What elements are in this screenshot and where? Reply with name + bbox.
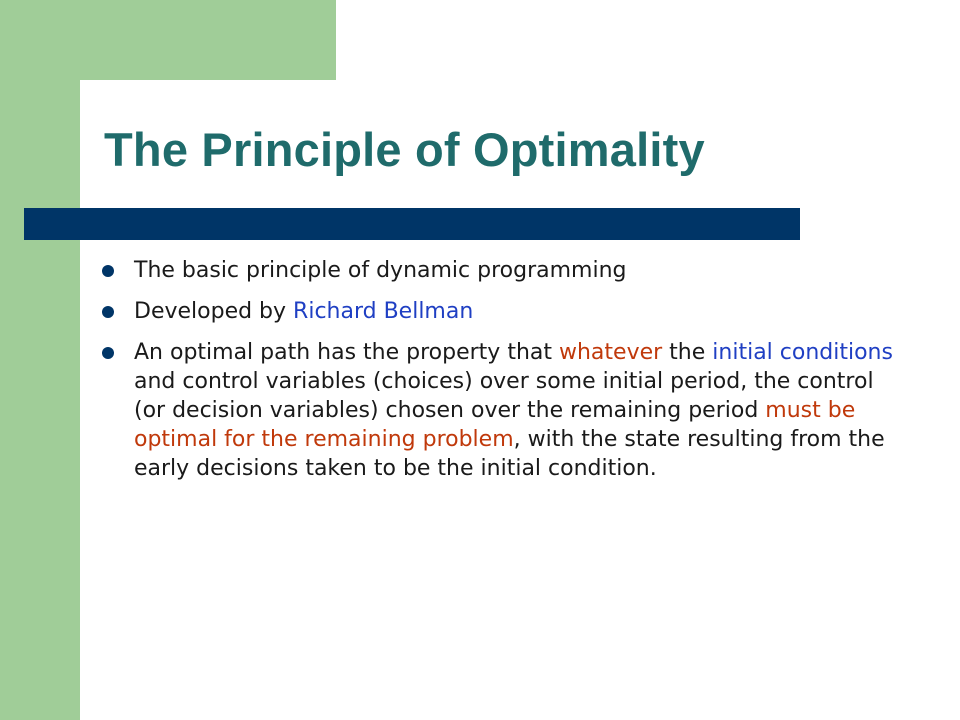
slide-title: The Principle of Optimality bbox=[104, 123, 705, 176]
bullet-3-highlight-must: must be optimal for the remaining problem bbox=[134, 398, 856, 452]
bullet-2-highlight-name: Richard Bellman bbox=[293, 299, 474, 324]
bullet-item-2 bbox=[102, 297, 902, 326]
title-underline-bar bbox=[24, 208, 800, 240]
bullet-dot-icon bbox=[102, 265, 114, 277]
bullet-3-highlight-whatever: whatever bbox=[559, 340, 663, 365]
bullet-3-highlight-initial-conditions: initial conditions bbox=[712, 340, 893, 365]
bullet-dot-icon bbox=[102, 347, 114, 359]
bullet-item-3 bbox=[102, 338, 902, 483]
bullet-item-1 bbox=[102, 256, 902, 285]
bullet-1-text: The basic principle of dynamic programming bbox=[134, 258, 627, 283]
bullet-list bbox=[102, 256, 902, 495]
bullet-2-text: Developed by bbox=[134, 299, 294, 324]
green-frame-left bbox=[0, 0, 80, 720]
bullet-3-text-b: the bbox=[662, 340, 713, 365]
green-frame-top bbox=[0, 0, 336, 80]
bullet-3-text-d: , with the state resulting from the early decisions taken to be the initial condition. bbox=[134, 427, 885, 481]
bullet-dot-icon bbox=[102, 306, 114, 318]
bullet-3-text-c: and control variables (choices) over some initial period, the control (or decision variables) chosen over the remaining period bbox=[134, 369, 874, 423]
bullet-3-text-a: An optimal path has the property that bbox=[134, 340, 559, 365]
